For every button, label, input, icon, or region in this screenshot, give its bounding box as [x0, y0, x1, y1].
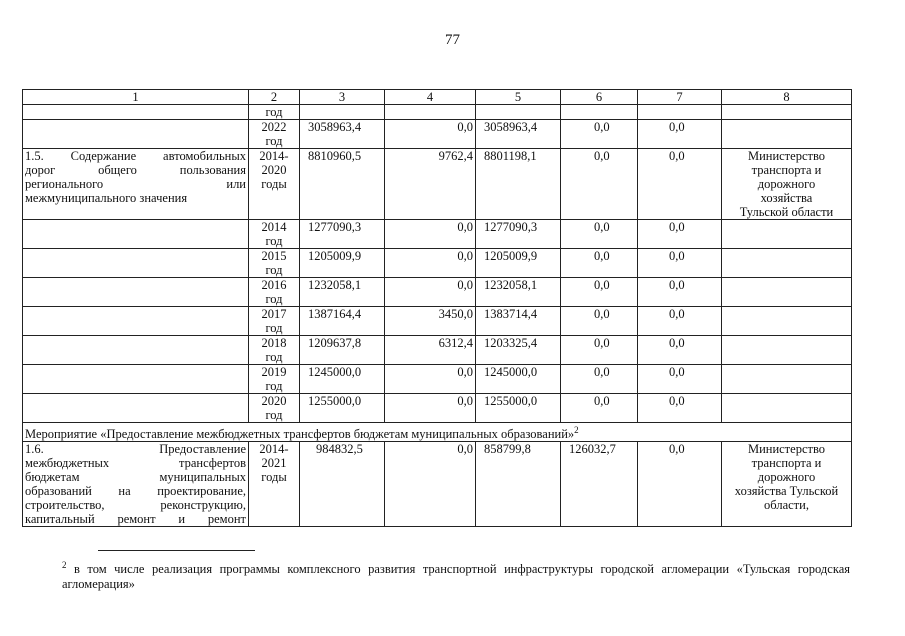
extra-cell: 0,0	[638, 336, 722, 365]
regional-cell: 1277090,3	[476, 220, 561, 249]
total-cell: 984832,5	[300, 442, 385, 527]
description-line: регионального или	[25, 177, 246, 191]
federal-cell: 0,0	[385, 120, 476, 149]
page-number: 77	[445, 32, 460, 48]
cell-line: год	[265, 263, 283, 277]
table-row	[23, 442, 852, 527]
municipal-cell: 0,0	[561, 365, 638, 394]
cell-line: 2014-	[259, 149, 289, 163]
table-row	[23, 394, 852, 423]
cell-line: дорожного	[757, 177, 816, 191]
event-title-cell	[23, 423, 852, 442]
description-line: образований на проектирование,	[25, 484, 246, 499]
municipal-cell: 0,0	[561, 120, 638, 149]
description-cell	[23, 307, 249, 336]
municipal-cell: 0,0	[561, 149, 638, 220]
footnote	[62, 558, 850, 592]
organization-cell	[722, 105, 852, 120]
description-cell	[23, 149, 249, 220]
cell-line: Тульской области	[739, 205, 834, 219]
cell-line: годы	[261, 470, 287, 485]
description-line: капитальный ремонт и ремонт	[25, 512, 246, 527]
period-cell	[249, 278, 300, 307]
header-cell: 1	[23, 90, 249, 105]
table-row	[23, 249, 852, 278]
total-cell: 3058963,4	[300, 120, 385, 149]
municipal-cell: 0,0	[561, 307, 638, 336]
table-row	[23, 307, 852, 336]
table-row	[23, 120, 852, 149]
organization-cell	[722, 365, 852, 394]
header-cell: 4	[385, 90, 476, 105]
cell-line: хозяйства	[760, 191, 813, 205]
organization-cell	[722, 278, 852, 307]
period-cell	[249, 120, 300, 149]
organization-cell	[722, 120, 852, 149]
federal-cell: 9762,4	[385, 149, 476, 220]
extra-cell: 0,0	[638, 278, 722, 307]
cell-line: 2020	[261, 394, 287, 408]
cell-line: 2018	[261, 336, 287, 350]
cell-line: 2021	[261, 456, 287, 471]
regional-cell: 1245000,0	[476, 365, 561, 394]
regional-cell: 858799,8	[476, 442, 561, 527]
extra-cell: 0,0	[638, 442, 722, 527]
description-line: бюджетам муниципальных	[25, 470, 246, 485]
total-cell: 1209637,8	[300, 336, 385, 365]
extra-cell	[638, 105, 722, 120]
federal-cell: 0,0	[385, 220, 476, 249]
extra-cell: 0,0	[638, 307, 722, 336]
event-title-row	[23, 423, 852, 442]
period-cell	[249, 394, 300, 423]
cell-line: год	[265, 105, 283, 119]
description-cell	[23, 105, 249, 120]
table-row	[23, 278, 852, 307]
description-line: строительство, реконструкцию,	[25, 498, 246, 513]
header-cell: 5	[476, 90, 561, 105]
period-cell	[249, 307, 300, 336]
cell-line: год	[265, 350, 283, 364]
municipal-cell: 0,0	[561, 249, 638, 278]
table-row	[23, 336, 852, 365]
extra-cell: 0,0	[638, 365, 722, 394]
header-cell: 6	[561, 90, 638, 105]
cell-line: 2020	[261, 163, 287, 177]
organization-cell	[722, 249, 852, 278]
federal-cell: 3450,0	[385, 307, 476, 336]
period-cell	[249, 336, 300, 365]
organization-cell	[722, 149, 852, 220]
municipal-cell: 0,0	[561, 336, 638, 365]
federal-cell: 6312,4	[385, 336, 476, 365]
cell-line: Министерство	[747, 149, 826, 163]
total-cell: 1205009,9	[300, 249, 385, 278]
total-cell: 1387164,4	[300, 307, 385, 336]
extra-cell: 0,0	[638, 249, 722, 278]
municipal-cell: 0,0	[561, 220, 638, 249]
federal-cell: 0,0	[385, 278, 476, 307]
extra-cell: 0,0	[638, 149, 722, 220]
cell-line: транспорта и	[751, 163, 822, 177]
description-cell	[23, 394, 249, 423]
municipal-cell: 0,0	[561, 394, 638, 423]
footnote-text: в том числе реализация программы комплексного развития транспортной инфраструктуры городской агломерации «Тульская городская агломерация»	[62, 562, 851, 592]
regional-cell: 1383714,4	[476, 307, 561, 336]
description-line: дорог общего пользования	[25, 163, 246, 177]
cell-line: 2015	[261, 249, 287, 263]
description-cell	[23, 278, 249, 307]
cell-line: год	[265, 234, 283, 248]
cell-line: Министерство	[747, 442, 826, 457]
description-cell	[23, 220, 249, 249]
description-line: 1.5. Содержание автомобильных	[25, 149, 246, 163]
cell-line: области,	[764, 498, 809, 513]
total-cell: 1232058,1	[300, 278, 385, 307]
description-cell	[23, 365, 249, 394]
header-cell: 2	[249, 90, 300, 105]
municipal-cell: 0,0	[561, 278, 638, 307]
organization-cell	[722, 220, 852, 249]
cell-line: год	[265, 292, 283, 306]
cell-line: 2019	[261, 365, 287, 379]
cell-line: хозяйства Тульской	[734, 484, 839, 499]
federal-cell: 0,0	[385, 365, 476, 394]
period-cell	[249, 365, 300, 394]
total-cell	[300, 105, 385, 120]
total-cell: 1277090,3	[300, 220, 385, 249]
cell-line: годы	[261, 177, 287, 191]
budget-table	[22, 89, 852, 527]
description-cell	[23, 249, 249, 278]
cell-line: год	[265, 408, 283, 422]
event-title: Мероприятие «Предоставление межбюджетных трансфертов бюджетам муниципальных образований»	[25, 427, 575, 442]
municipal-cell: 126032,7	[561, 442, 638, 527]
header-row	[23, 90, 852, 105]
footnote-rule	[98, 550, 255, 551]
federal-cell: 0,0	[385, 394, 476, 423]
federal-cell: 0,0	[385, 442, 476, 527]
description-cell	[23, 442, 249, 527]
period-cell	[249, 442, 300, 527]
cell-line: год	[265, 134, 283, 148]
organization-cell	[722, 442, 852, 527]
table-row	[23, 220, 852, 249]
cell-line: год	[265, 379, 283, 393]
organization-cell	[722, 394, 852, 423]
total-cell: 1245000,0	[300, 365, 385, 394]
total-cell: 8810960,5	[300, 149, 385, 220]
municipal-cell	[561, 105, 638, 120]
period-cell	[249, 249, 300, 278]
regional-cell: 3058963,4	[476, 120, 561, 149]
period-cell	[249, 105, 300, 120]
event-note-mark: 2	[574, 425, 579, 435]
footnote-mark: 2	[62, 560, 67, 570]
organization-cell	[722, 336, 852, 365]
description-cell	[23, 120, 249, 149]
regional-cell	[476, 105, 561, 120]
federal-cell	[385, 105, 476, 120]
cell-line: 2017	[261, 307, 287, 321]
table-row	[23, 149, 852, 220]
header-cell: 8	[722, 90, 852, 105]
cell-line: 2014	[261, 220, 287, 234]
cell-line: 2016	[261, 278, 287, 292]
regional-cell: 1203325,4	[476, 336, 561, 365]
total-cell: 1255000,0	[300, 394, 385, 423]
regional-cell: 1255000,0	[476, 394, 561, 423]
extra-cell: 0,0	[638, 120, 722, 149]
description-line: межбюджетных трансфертов	[25, 456, 246, 471]
table-row	[23, 105, 852, 120]
table-row	[23, 365, 852, 394]
organization-cell	[722, 307, 852, 336]
cell-line: дорожного	[757, 470, 816, 485]
federal-cell: 0,0	[385, 249, 476, 278]
cell-line: 2014-	[259, 442, 289, 457]
period-cell	[249, 220, 300, 249]
header-cell: 3	[300, 90, 385, 105]
description-cell	[23, 336, 249, 365]
period-cell	[249, 149, 300, 220]
cell-line: год	[265, 321, 283, 335]
extra-cell: 0,0	[638, 220, 722, 249]
cell-line: 2022	[261, 120, 287, 134]
extra-cell: 0,0	[638, 394, 722, 423]
header-cell: 7	[638, 90, 722, 105]
regional-cell: 8801198,1	[476, 149, 561, 220]
regional-cell: 1205009,9	[476, 249, 561, 278]
cell-line: транспорта и	[751, 456, 822, 471]
description-line: межмуниципального значения	[25, 191, 188, 205]
regional-cell: 1232058,1	[476, 278, 561, 307]
description-line: 1.6. Предоставление	[25, 442, 246, 457]
